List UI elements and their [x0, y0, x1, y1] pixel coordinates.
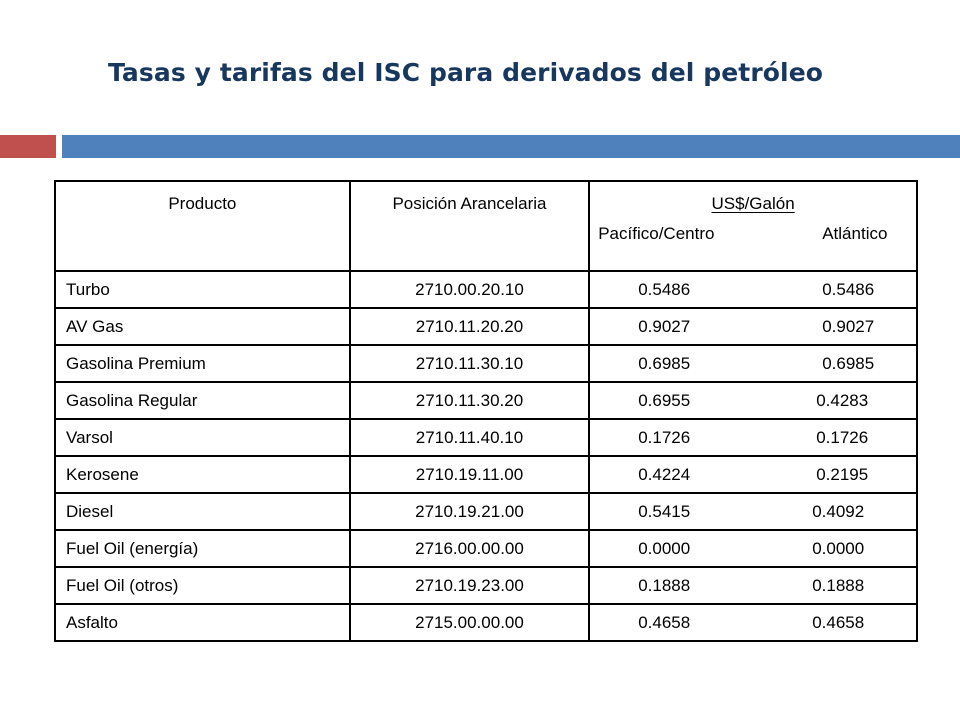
cell-producto: Gasolina Regular: [55, 382, 350, 419]
cell-atlantico: 0.9027: [822, 317, 875, 336]
table-row: [55, 530, 917, 567]
slide-title: Tasas y tarifas del ISC para derivados del petróleo: [108, 58, 824, 87]
cell-atlantico: 0.0000: [812, 539, 865, 558]
cell-atlantico: 0.4283: [816, 391, 869, 410]
accent-bar-blue: [62, 135, 960, 158]
cell-pacifico: 0.5486: [638, 280, 691, 299]
cell-atlantico: 0.4092: [812, 502, 865, 521]
cell-posicion: 2710.19.11.00: [350, 456, 590, 493]
cell-pacifico: 0.5415: [638, 502, 691, 521]
cell-producto: Varsol: [55, 419, 350, 456]
table-row: [55, 345, 917, 382]
header-atlantico: Atlántico: [822, 224, 888, 243]
tariff-table: [54, 180, 918, 642]
header-producto: Producto: [55, 181, 350, 271]
cell-pacifico: 0.1888: [638, 576, 691, 595]
table-header-row: [55, 181, 917, 271]
cell-producto: Kerosene: [55, 456, 350, 493]
header-posicion: Posición Arancelaria: [350, 181, 590, 271]
header-usd-galon: US$/Galón: [711, 194, 795, 213]
cell-pacifico: 0.4224: [638, 465, 691, 484]
cell-posicion: 2710.19.23.00: [350, 567, 590, 604]
cell-pacifico: 0.6985: [638, 354, 691, 373]
cell-posicion: 2716.00.00.00: [350, 530, 590, 567]
cell-posicion: 2710.00.20.10: [350, 271, 590, 308]
cell-posicion: 2710.11.40.10: [350, 419, 590, 456]
cell-atlantico: 0.1726: [816, 428, 869, 447]
cell-posicion: 2710.11.20.20: [350, 308, 590, 345]
cell-atlantico: 0.1888: [812, 576, 865, 595]
cell-posicion: 2710.19.21.00: [350, 493, 590, 530]
cell-pacifico: 0.6955: [638, 391, 691, 410]
cell-posicion: 2710.11.30.10: [350, 345, 590, 382]
cell-posicion: 2715.00.00.00: [350, 604, 590, 641]
cell-pacifico: 0.9027: [638, 317, 691, 336]
cell-producto: Asfalto: [55, 604, 350, 641]
cell-producto: AV Gas: [55, 308, 350, 345]
accent-bar-red: [0, 135, 56, 158]
cell-producto: Turbo: [55, 271, 350, 308]
table-row: [55, 382, 917, 419]
cell-atlantico: 0.2195: [816, 465, 869, 484]
header-usd-group: [589, 181, 917, 271]
cell-pacifico: 0.0000: [638, 539, 691, 558]
cell-atlantico: 0.6985: [822, 354, 875, 373]
header-pacifico: Pacífico/Centro: [598, 224, 715, 243]
table-row: [55, 308, 917, 345]
table-row: [55, 493, 917, 530]
table-row: [55, 604, 917, 641]
cell-pacifico: 0.4658: [638, 613, 691, 632]
table-row: [55, 271, 917, 308]
cell-producto: Fuel Oil (energía): [55, 530, 350, 567]
cell-producto: Diesel: [55, 493, 350, 530]
table-row: [55, 456, 917, 493]
cell-producto: Fuel Oil (otros): [55, 567, 350, 604]
cell-atlantico: 0.4658: [812, 613, 865, 632]
table-row: [55, 419, 917, 456]
cell-atlantico: 0.5486: [822, 280, 875, 299]
table-row: [55, 567, 917, 604]
cell-pacifico: 0.1726: [638, 428, 691, 447]
cell-producto: Gasolina Premium: [55, 345, 350, 382]
cell-posicion: 2710.11.30.20: [350, 382, 590, 419]
